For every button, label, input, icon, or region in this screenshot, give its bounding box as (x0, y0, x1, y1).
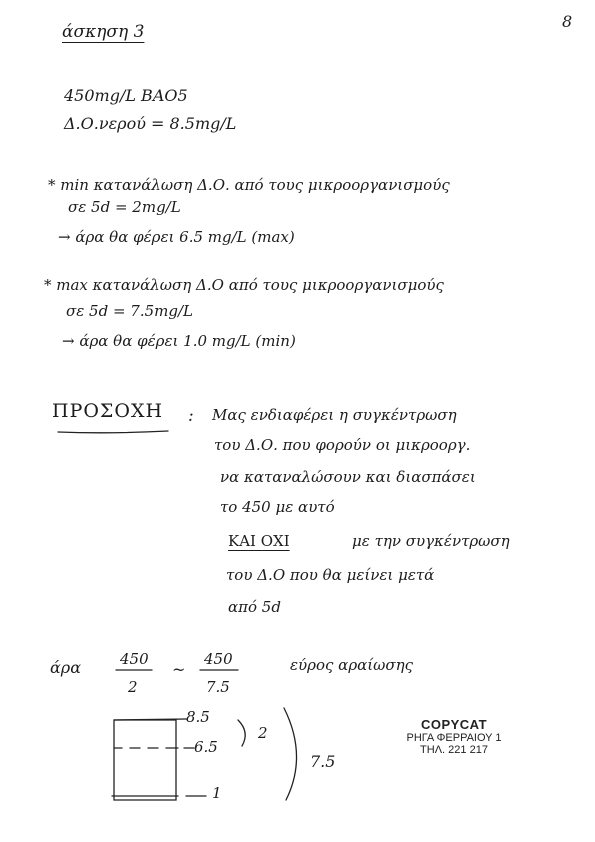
given-line-2: Δ.Ο.νερού = 8.5mg/L (64, 114, 237, 133)
range-prefix: άρα (50, 658, 82, 677)
approx-symbol: ~ (172, 660, 186, 679)
copy-shop-stamp (384, 718, 524, 756)
min-consumption-result: → άρα θα φέρει 6.5 mg/L (max) (58, 228, 295, 246)
brace-big-label: 7.5 (310, 752, 336, 771)
attention-label: ΠΡΟΣΟΧΗ (52, 400, 164, 422)
max-consumption-line-1: * max κατανάλωση Δ.Ο από τους μικροοργανισμούς (44, 276, 444, 294)
level-line-top (114, 719, 186, 720)
level-label-top: 8.5 (186, 708, 210, 726)
page-number: 8 (562, 12, 573, 31)
note-line-6: του Δ.Ο που θα μείνει μετά (226, 566, 435, 584)
max-consumption-result: → άρα θα φέρει 1.0 mg/L (min) (62, 332, 296, 350)
note-line-1: Μας ενδιαφέρει η συγκέντρωση (212, 406, 457, 424)
note-line-7: από 5d (228, 598, 281, 616)
vessel-outline (114, 720, 176, 800)
note-emphasis: ΚΑΙ ΟΧΙ (228, 532, 290, 550)
note-line-2: του Δ.Ο. που φορούν οι μικροοργ. (214, 436, 471, 454)
exercise-heading: άσκηση 3 (62, 22, 145, 42)
brace-small (238, 720, 245, 746)
min-consumption-line-1: * min κατανάλωση Δ.Ο. από τους μικροοργανισμούς (48, 176, 450, 194)
stamp-address: ΡΗΓΑ ΦΕΡΡΑΙΟΥ 1 (406, 732, 502, 745)
fraction-1-denominator: 2 (128, 678, 138, 696)
given-line-1: 450mg/L BAO5 (64, 86, 188, 105)
min-consumption-line-2: σε 5d = 2mg/L (68, 198, 181, 216)
fraction-2-numerator: 450 (204, 650, 233, 668)
brace-big (284, 708, 297, 800)
level-label-mid: 6.5 (194, 738, 218, 756)
brace-small-label: 2 (258, 724, 268, 742)
attention-underline (58, 431, 168, 433)
level-label-bottom: 1 (212, 784, 222, 802)
stamp-phone: ΤΗΛ. 221 217 (420, 744, 488, 757)
fraction-2-denominator: 7.5 (206, 678, 230, 696)
attention-colon: : (188, 406, 194, 426)
range-suffix: εύρος αραίωσης (290, 656, 414, 674)
note-line-3: να καταναλώσουν και διασπάσει (220, 468, 476, 486)
note-line-5: με την συγκέντρωση (352, 532, 510, 550)
note-line-4: το 450 με αυτό (220, 498, 335, 516)
stamp-name: COPYCAT (420, 717, 488, 732)
max-consumption-line-2: σε 5d = 7.5mg/L (66, 302, 194, 320)
fraction-1-numerator: 450 (120, 650, 149, 668)
